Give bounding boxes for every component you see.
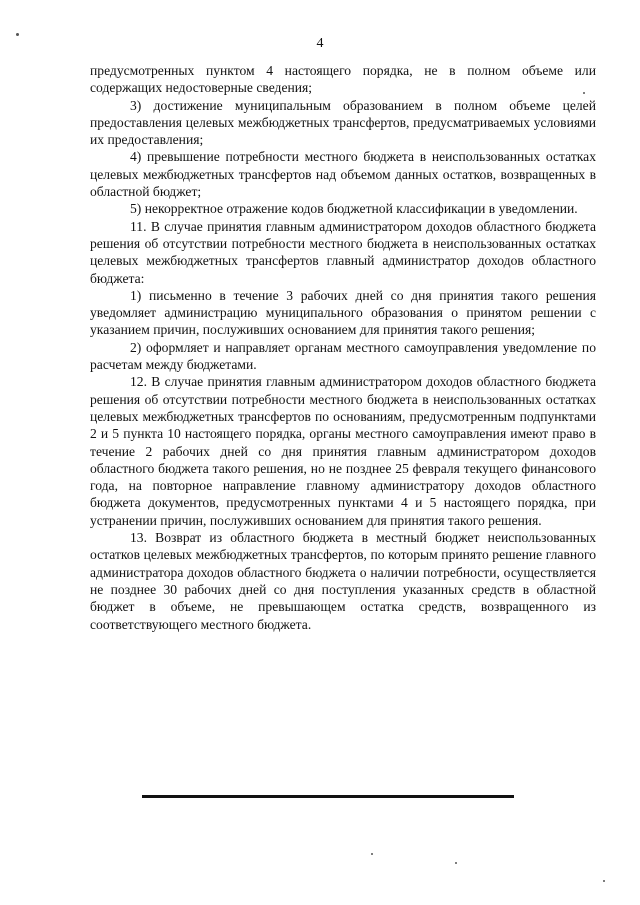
paragraph-item-5: 5) некорректное отражение кодов бюджетной классификации в уведомлении. <box>130 201 578 217</box>
paragraph-continuation: предусмотренных пунктом 4 настоящего порядка, не в полном объеме или содержащих недостоверные сведения; <box>90 63 596 96</box>
scan-speck <box>371 853 373 855</box>
paragraph-clause-12: 12. В случае принятия главным администратором доходов областного бюджета решения об отсутствии потребности местного бюджета в неиспользованных остатках целевых межбюджетных трансфертов по основаниям, предусмотренным подпунктами 2 и 5 пункта 10 настоящего порядка, органы местного самоуправления имеют право в течение 2 рабочих дней со дня принятия главным администратором доходов областного бюджета такого решения, но не позднее 25 февраля текущего финансового года, на повторное направление главному администратору доходов областного бюджета документов, предусмотренных пунктами 4 и 5 настоящего порядка, при устранении причин, послуживших основанием для принятия такого решения. <box>90 374 596 528</box>
paragraph-clause-11-item-2: 2) оформляет и направляет органам местного самоуправления уведомление по расчетам между бюджетами. <box>90 339 596 373</box>
page-number: 4 <box>316 36 324 51</box>
paragraph-item-3: 3) достижение муниципальным образованием в полном объеме целей предоставления целевых межбюджетных трансфертов, предусматриваемых условиями их предоставления; <box>90 97 596 148</box>
document-body <box>90 62 596 633</box>
scan-speck <box>16 33 19 36</box>
paragraph-clause-13: 13. Возврат из областного бюджета в местный бюджет неиспользованных остатков целевых межбюджетных трансфертов, по которым принято решение главного администратора доходов областного бюджета о наличии потребности, осуществляется не позднее 30 рабочих дней со дня поступления указанных средств в областной бюджет в объеме, не превышающем остатка средств, возвращенного из соответствующего местного бюджета. <box>90 530 596 632</box>
end-of-text-rule <box>142 795 514 798</box>
paragraph-item-4: 4) превышение потребности местного бюджета в неиспользованных остатках целевых межбюджетных трансфертов над объемом данных остатков, возвращенных в областной бюджет; <box>90 149 596 200</box>
paragraph-clause-11: 11. В случае принятия главным администратором доходов областного бюджета решения об отсутствии потребности местного бюджета в неиспользованных остатках целевых межбюджетных трансфертов главный администратор доходов областного бюджета: <box>90 218 596 286</box>
scan-speck <box>603 880 605 882</box>
scan-speck <box>583 92 585 94</box>
scan-speck <box>455 862 457 864</box>
paragraph-clause-11-item-1: 1) письменно в течение 3 рабочих дней со дня принятия такого решения уведомляет администрацию муниципального образования о принятом решении с указанием причин, послуживших основанием для принятия такого решения; <box>90 287 596 338</box>
